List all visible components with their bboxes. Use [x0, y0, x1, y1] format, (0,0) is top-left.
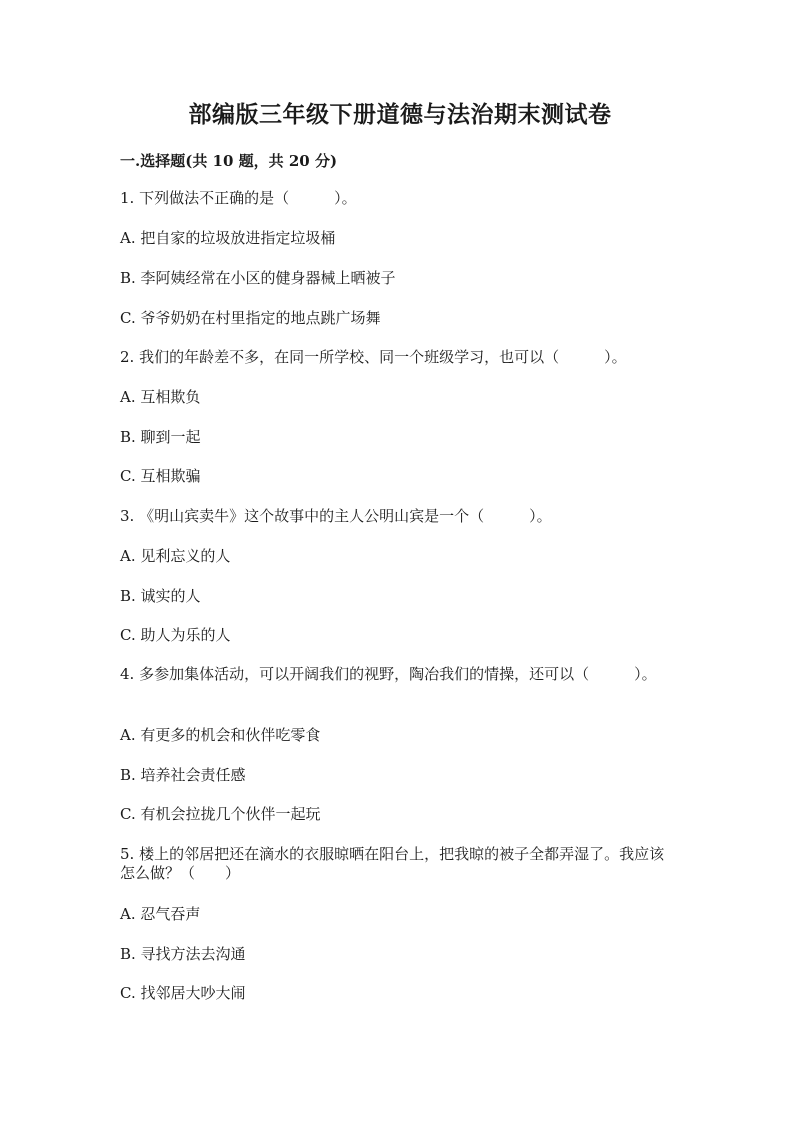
question-1-option-b: B. 李阿姨经常在小区的健身器械上晒被子	[120, 269, 396, 287]
question-4-option-a: A. 有更多的机会和伙伴吃零食	[120, 726, 321, 744]
section-heading: 一.选择题(共 10 题，共 20 分)	[120, 152, 338, 170]
question-2-stem: 2. 我们的年龄差不多，在同一所学校、同一个班级学习，也可以（ ）。	[120, 348, 627, 366]
question-5-option-c: C. 找邻居大吵大闹	[120, 984, 246, 1002]
question-1-option-a: A. 把自家的垃圾放进指定垃圾桶	[120, 229, 336, 247]
question-3-option-a: A. 见利忘义的人	[120, 547, 231, 565]
question-4-option-c: C. 有机会拉拢几个伙伴一起玩	[120, 805, 321, 823]
question-5-option-b: B. 寻找方法去沟通	[120, 945, 246, 963]
question-3-option-c: C. 助人为乐的人	[120, 626, 231, 644]
question-5-option-a: A. 忍气吞声	[120, 905, 201, 923]
question-1-stem: 1. 下列做法不正确的是（ ）。	[120, 189, 357, 207]
question-2-option-a: A. 互相欺负	[120, 388, 201, 406]
question-4-option-b: B. 培养社会责任感	[120, 766, 246, 784]
question-5-stem: 5. 楼上的邻居把还在滴水的衣服晾晒在阳台上，把我晾的被子全都弄湿了。我应该怎么做？（ ）	[120, 845, 665, 882]
exam-title: 部编版三年级下册道德与法治期末测试卷	[188, 101, 612, 128]
question-3-stem: 3. 《明山宾卖牛》这个故事中的主人公明山宾是一个（ ）。	[120, 507, 552, 525]
question-1-option-c: C. 爷爷奶奶在村里指定的地点跳广场舞	[120, 309, 381, 327]
question-3-option-b: B. 诚实的人	[120, 587, 201, 605]
question-4-stem: 4. 多参加集体活动，可以开阔我们的视野，陶冶我们的情操，还可以（ ）。	[120, 665, 657, 683]
question-2-option-b: B. 聊到一起	[120, 428, 201, 446]
question-2-option-c: C. 互相欺骗	[120, 467, 201, 485]
